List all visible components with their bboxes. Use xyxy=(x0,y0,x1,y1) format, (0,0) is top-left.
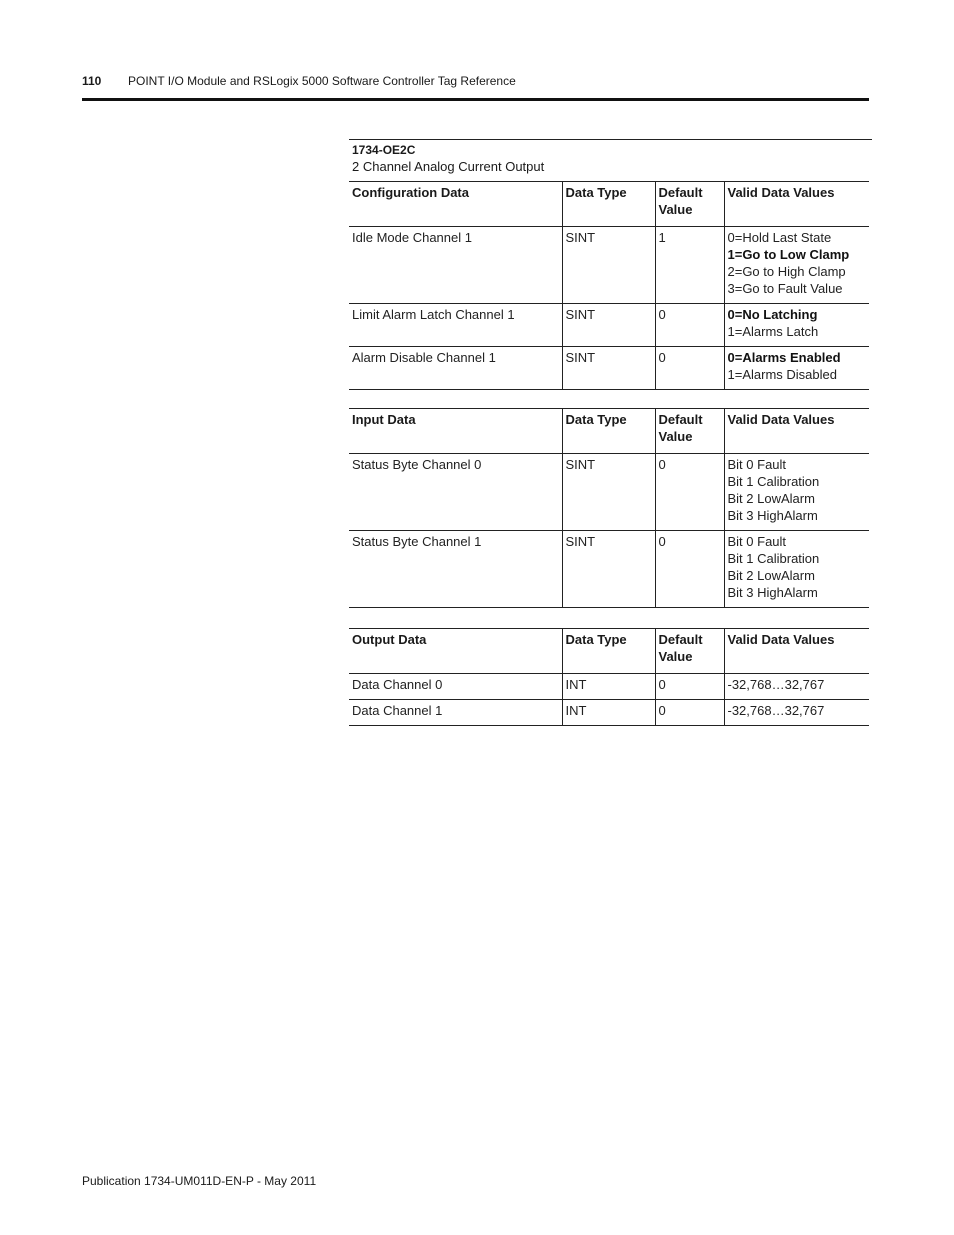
valid-values-cell xyxy=(724,454,869,531)
column-header: Default Value xyxy=(655,409,724,454)
default-value-cell: 0 xyxy=(655,531,724,608)
table-row xyxy=(349,700,869,726)
configuration-data-table-wrap xyxy=(349,181,869,390)
table-row xyxy=(349,347,869,390)
table-row xyxy=(349,454,869,531)
configuration-data-table xyxy=(349,181,869,390)
input-data-table-wrap xyxy=(349,408,869,608)
table-row xyxy=(349,531,869,608)
tag-name-cell: Idle Mode Channel 1 xyxy=(349,227,562,304)
tag-name-cell: Data Channel 0 xyxy=(349,674,562,700)
module-title-block xyxy=(349,139,872,180)
tag-name-cell: Data Channel 1 xyxy=(349,700,562,726)
data-type-cell: SINT xyxy=(562,531,655,608)
valid-value-line: 0=Hold Last State xyxy=(727,230,832,245)
data-type-cell: SINT xyxy=(562,347,655,390)
data-type-cell: SINT xyxy=(562,454,655,531)
page-number: 110 xyxy=(82,74,102,88)
valid-value-line: Bit 2 LowAlarm xyxy=(727,491,815,506)
table-header-row xyxy=(349,409,869,454)
valid-value-line: 3=Go to Fault Value xyxy=(727,281,843,296)
default-value-cell: 0 xyxy=(655,700,724,726)
output-data-table xyxy=(349,628,869,726)
output-data-table-wrap xyxy=(349,628,869,726)
valid-value-line: Bit 0 Fault xyxy=(727,457,787,472)
column-header: Default Value xyxy=(655,182,724,227)
valid-values-cell xyxy=(724,700,869,726)
valid-value-line: Bit 1 Calibration xyxy=(727,474,820,489)
publication-footer: Publication 1734-UM011D-EN-P - May 2011 xyxy=(82,1174,317,1188)
valid-values-cell xyxy=(724,674,869,700)
column-header: Data Type xyxy=(562,409,655,454)
valid-value-line: Bit 3 HighAlarm xyxy=(727,585,818,600)
valid-value-line: 2=Go to High Clamp xyxy=(727,264,846,279)
default-value-cell: 0 xyxy=(655,454,724,531)
valid-value-line: Bit 1 Calibration xyxy=(727,551,820,566)
valid-value-line: Bit 2 LowAlarm xyxy=(727,568,815,583)
column-header: Valid Data Values xyxy=(724,182,869,227)
valid-values-cell xyxy=(724,304,869,347)
module-description: 2 Channel Analog Current Output xyxy=(352,159,545,174)
column-header: Default Value xyxy=(655,629,724,674)
column-header: Valid Data Values xyxy=(724,409,869,454)
tag-name-cell: Status Byte Channel 1 xyxy=(349,531,562,608)
table-header-row xyxy=(349,182,869,227)
column-header: Valid Data Values xyxy=(724,629,869,674)
table-row xyxy=(349,674,869,700)
data-type-cell: INT xyxy=(562,700,655,726)
default-value-cell: 0 xyxy=(655,674,724,700)
table-header-row xyxy=(349,629,869,674)
tag-name-cell: Status Byte Channel 0 xyxy=(349,454,562,531)
column-header: Data Type xyxy=(562,629,655,674)
page-header xyxy=(82,72,869,101)
valid-values-cell xyxy=(724,531,869,608)
valid-values-cell xyxy=(724,227,869,304)
column-header: Input Data xyxy=(349,409,562,454)
valid-value-line: 0=Alarms Enabled xyxy=(727,350,841,365)
module-model: 1734-OE2C xyxy=(352,143,416,157)
valid-value-line: -32,768…32,767 xyxy=(727,677,825,692)
column-header: Configuration Data xyxy=(349,182,562,227)
valid-values-cell xyxy=(724,347,869,390)
table-row xyxy=(349,227,869,304)
valid-value-line: 1=Alarms Latch xyxy=(727,324,819,339)
valid-value-line: 1=Go to Low Clamp xyxy=(727,247,850,262)
default-value-cell: 0 xyxy=(655,347,724,390)
column-header: Output Data xyxy=(349,629,562,674)
valid-value-line: 1=Alarms Disabled xyxy=(727,367,837,382)
data-type-cell: INT xyxy=(562,674,655,700)
valid-value-line: Bit 0 Fault xyxy=(727,534,787,549)
data-type-cell: SINT xyxy=(562,304,655,347)
tag-name-cell: Limit Alarm Latch Channel 1 xyxy=(349,304,562,347)
valid-value-line: Bit 3 HighAlarm xyxy=(727,508,818,523)
tag-name-cell: Alarm Disable Channel 1 xyxy=(349,347,562,390)
valid-value-line: -32,768…32,767 xyxy=(727,703,825,718)
data-type-cell: SINT xyxy=(562,227,655,304)
running-header-title: POINT I/O Module and RSLogix 5000 Software Controller Tag Reference xyxy=(128,74,516,88)
valid-value-line: 0=No Latching xyxy=(727,307,818,322)
default-value-cell: 1 xyxy=(655,227,724,304)
table-row xyxy=(349,304,869,347)
column-header: Data Type xyxy=(562,182,655,227)
input-data-table xyxy=(349,408,869,608)
default-value-cell: 0 xyxy=(655,304,724,347)
